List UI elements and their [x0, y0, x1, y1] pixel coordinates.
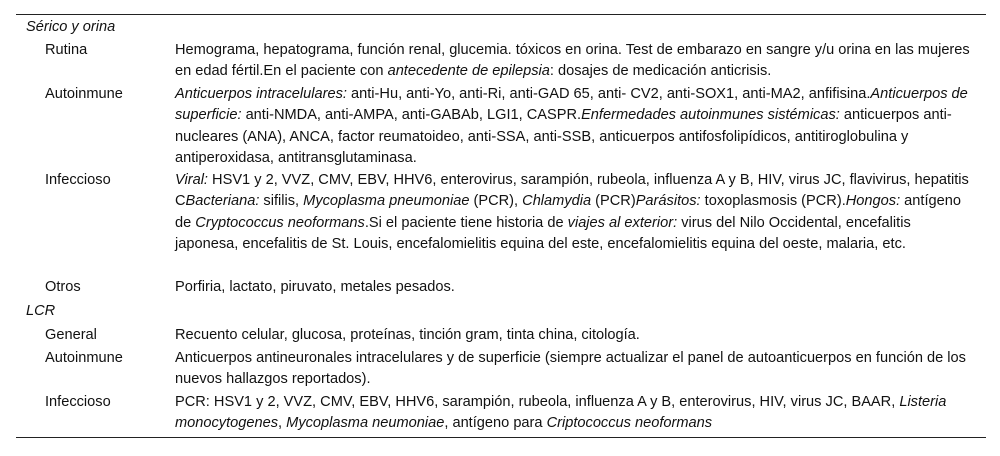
italic-text-run: Anticuerpos de superficie: [175, 86, 968, 124]
text-run: , antígeno para [444, 415, 547, 432]
text-run: Porfiria, lactato, piruvato, metales pesados. [175, 279, 455, 295]
text-run: antígeno de [175, 193, 961, 231]
text-run: , [278, 415, 287, 432]
text-run: anticuerpos anti-nucleares (ANA), ANCA, factor reumatoideo, anti-SSA, anti-SSB, anticuerpos antifosfolipídicos, antitiroglobulina y antiperoxidasa, antitransglutaminasa. [175, 107, 952, 166]
row-label-infeccioso: Infeccioso [45, 172, 111, 188]
italic-text-run: Anticuerpos intracelulares: [175, 86, 347, 102]
italic-text-run: Cryptococcus neoformans [195, 214, 365, 231]
row-text-autoinmune [175, 84, 975, 169]
text-run: .Si el paciente tiene historia de [364, 214, 568, 231]
italic-text-run: Parásitos: [635, 193, 701, 210]
row-text-rutina [175, 40, 975, 83]
italic-text-run: Mycoplasma neumoniae [286, 415, 445, 432]
text-run: toxoplasmosis (PCR). [700, 193, 846, 210]
diagnostic-table [16, 14, 986, 15]
italic-text-run: Enfermedades autoinmunes sistémicas: [581, 107, 840, 124]
row-label-lcr-autoinmune: Autoinmune [45, 350, 123, 366]
table-bottom-rule [16, 437, 986, 438]
text-run: (PCR) [591, 193, 636, 210]
italic-text-run: antecedente de epilepsia [387, 63, 550, 80]
text-run: sifilis, [259, 193, 304, 210]
text-run: Anticuerpos antineuronales intracelulares y de superficie (siempre actualizar el panel de autoanticuerpos en función de los nuevos hallazgos reportados). [175, 350, 966, 388]
text-run: HSV1 y 2, VVZ, CMV, EBV, HHV6, enterovirus, sarampión, rubeola, influenza A y B, HIV, virus JC, flavivirus, hepatitis C [175, 172, 969, 210]
row-text-lcr-infeccioso [175, 392, 975, 435]
text-run: (PCR), [469, 193, 523, 210]
italic-text-run: Criptococcus neoformans [546, 415, 713, 432]
row-text-infeccioso [175, 170, 975, 255]
text-run: Recuento celular, glucosa, proteínas, tinción gram, tinta china, citología. [175, 327, 640, 343]
italic-text-run: viajes al exterior: [567, 214, 678, 231]
italic-text-run: Mycoplasma pneumoniae [303, 193, 470, 210]
row-label-otros: Otros [45, 279, 81, 295]
text-run: : dosajes de medicación anticrisis. [549, 63, 772, 80]
italic-text-run: Listeria monocytogenes [175, 394, 947, 432]
row-label-autoinmune: Autoinmune [45, 86, 123, 102]
table-top-rule [16, 14, 986, 15]
row-label-lcr-infeccioso: Infeccioso [45, 394, 111, 410]
text-run: anti-Hu, anti-Yo, anti-Ri, anti-GAD 65, anti- CV2, anti-SOX1, anti-MA2, anfifisina. [346, 86, 871, 102]
text-run: PCR: HSV1 y 2, VVZ, CMV, EBV, HHV6, sarampión, rubeola, influenza A y B, enterovirus, HIV, virus JC, BAAR, [175, 394, 900, 410]
section-title-serum-urine: Sérico y orina [26, 19, 116, 35]
row-label-rutina: Rutina [45, 42, 88, 58]
row-label-general: General [45, 327, 97, 343]
row-text-otros [175, 277, 975, 298]
row-text-general [175, 325, 975, 346]
text-run: virus del Nilo Occidental, encefalitis japonesa, encefalitis de St. Louis, encefalomielitis equina del este, encefalomielitis equina del oeste, malaria, etc. [175, 214, 911, 252]
italic-text-run: Chlamydia [522, 193, 592, 210]
italic-text-run: Viral: [175, 172, 208, 188]
italic-text-run: Bacteriana: [185, 193, 260, 210]
section-title-lcr: LCR [26, 303, 56, 319]
text-run: Hemograma, hepatograma, función renal, glucemia. tóxicos en orina. Test de embarazo en sangre y/u orina en las mujeres en edad fértil.En el paciente con [175, 42, 970, 80]
row-text-lcr-autoinmune [175, 348, 975, 391]
text-run: anti-NMDA, anti-AMPA, anti-GABAb, LGI1, CASPR. [241, 107, 582, 124]
italic-text-run: Hongos: [845, 193, 901, 210]
